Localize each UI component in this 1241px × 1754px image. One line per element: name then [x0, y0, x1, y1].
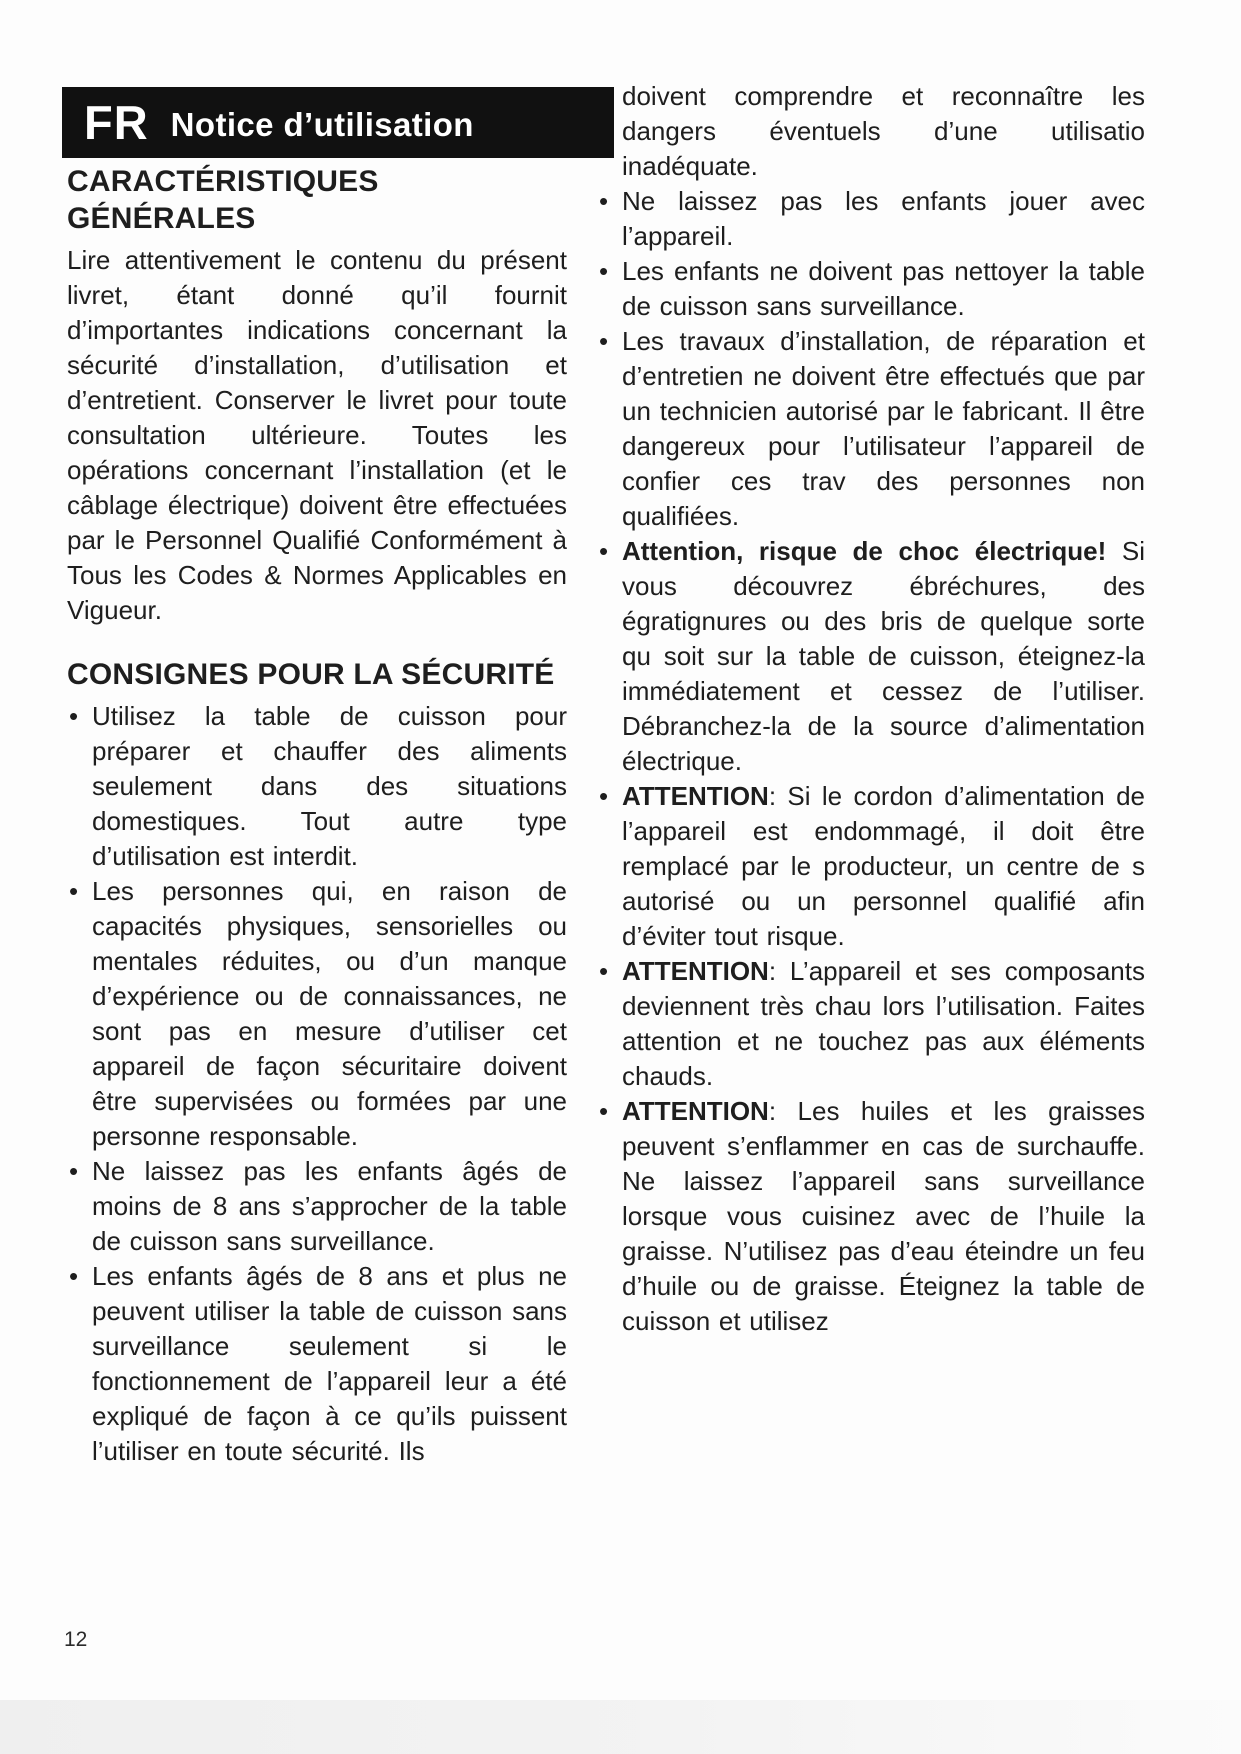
bullet-marker: •	[599, 536, 609, 566]
bullet-marker: •	[69, 701, 79, 731]
bold-text: ATTENTION	[622, 956, 769, 986]
paragraph: Lire attentivement le contenu du présent livret, étant donné qu’il fournit d’importantes indications concernant la sécurité d’installation, d’utilisation et d’entretient. Conserver le livret pour toute consultation ultérieure. Toutes les opérations concernant l’installation (et le câblage électrique) doivent être effectuées par le Personnel Qualifié Conformément à Tous les Codes & Normes Applicables en Vigueur.	[67, 245, 567, 625]
bullet-item: • ATTENTION: Les huiles et les graisses peuvent s’enflammer en cas de surchauffe. Ne laissez l’appareil sans surveillance lorsque vous cuisinez avec de l’huile la graisse. N’utilisez pas d’eau éteindre un feu d’huile ou de graisse. Éteignez la table de cuisson et utilisez	[599, 1096, 1145, 1336]
section-heading: CONSIGNES POUR LA SÉCURITÉ	[67, 658, 555, 691]
language-code: FR	[84, 96, 149, 149]
bullet-marker: •	[599, 956, 609, 986]
paragraph: doivent comprendre et reconnaître les dangers éventuels d’une utilisatio inadéquate.	[622, 81, 1145, 181]
bullet-item: • Les enfants âgés de 8 ans et plus ne peuvent utiliser la table de cuisson sans surveillance seulement si le fonctionnement de l’appareil leur a été expliqué de façon à ce qu’ils puissent l’utiliser en toute sécurité. Ils	[69, 1261, 567, 1466]
banner-title: Notice d’utilisation	[170, 106, 474, 143]
section-heading: CARACTÉRISTIQUES GÉNÉRALES	[67, 165, 379, 235]
bullet-item: • Ne laissez pas les enfants âgés de moins de 8 ans s’approcher de la table de cuisson sans surveillance.	[69, 1156, 567, 1256]
bullet-marker: •	[69, 1156, 79, 1186]
bold-text: Attention, risque de choc électrique!	[622, 536, 1107, 566]
language-banner	[62, 87, 614, 158]
bullet-item: • Les travaux d’installation, de réparation et d’entretien ne doivent être effectués que par un technicien autorisé par le fabricant. Il être dangereux pour l’utilisateur l’appareil de confier ces trav des personnes non qualifiées.	[599, 326, 1145, 531]
bullet-marker: •	[599, 1096, 609, 1126]
bullet-marker: •	[69, 1261, 79, 1291]
bullet-item: • Les enfants ne doivent pas nettoyer la table de cuisson sans surveillance.	[599, 256, 1145, 321]
bold-text: ATTENTION	[622, 781, 769, 811]
bullet-item: • Les personnes qui, en raison de capacités physiques, sensorielles ou mentales réduites, ou d’un manque d’expérience ou de connaissances, ne sont pas en mesure d’utiliser cet appareil de façon sécuritaire doivent être supervisées ou formées par une personne responsable.	[69, 876, 567, 1151]
bullet-marker: •	[599, 186, 609, 216]
bullet-item: • Ne laissez pas les enfants jouer avec l’appareil.	[599, 186, 1145, 251]
bullet-marker: •	[69, 876, 79, 906]
page-number: 12	[64, 1628, 88, 1651]
bullet-marker: •	[599, 781, 609, 811]
scan-edge-shading	[0, 1700, 1241, 1754]
bullet-marker: •	[599, 326, 609, 356]
right-column	[597, 79, 1145, 1339]
bullet-item: • Attention, risque de choc électrique! Si vous découvrez ébréchures, des égratignures ou des bris de quelque sorte qu soit sur la table de cuisson, éteignez-la immédiatement et cessez de l’utiliser. Débranchez-la de la source d’alimentation électrique.	[599, 536, 1146, 776]
bullet-item: • ATTENTION: L’appareil et ses composants deviennent très chau lors l’utilisation. Faites attention et ne touchez pas aux éléments chauds.	[599, 956, 1145, 1091]
left-column	[67, 163, 567, 1469]
bold-text: ATTENTION	[622, 1096, 769, 1126]
bullet-marker: •	[599, 256, 609, 286]
bullet-item: • ATTENTION: Si le cordon d’alimentation de l’appareil est endommagé, il doit être remplacé par le producteur, un centre de s autorisé ou un personnel qualifié afin d’éviter tout risque.	[599, 781, 1145, 951]
bullet-item: • Utilisez la table de cuisson pour préparer et chauffer des aliments seulement dans des situations domestiques. Tout autre type d’utilisation est interdit.	[69, 701, 567, 871]
